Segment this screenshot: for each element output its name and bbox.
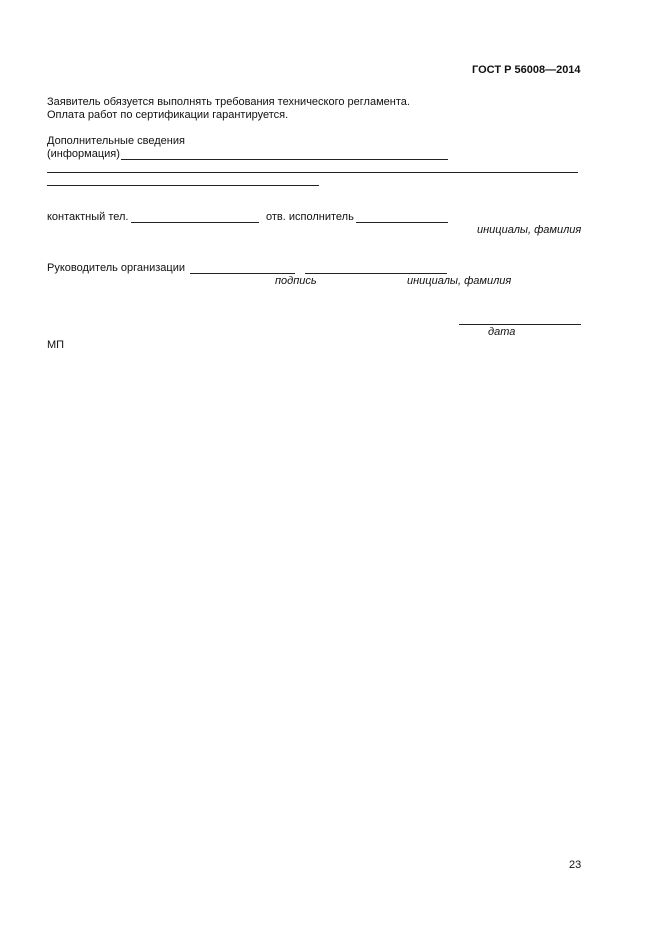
signature-caption: подпись — [275, 275, 317, 287]
contact-phone-field[interactable] — [131, 222, 259, 223]
additional-info-sublabel: (информация) — [47, 148, 120, 160]
additional-info-field-line-1[interactable] — [121, 159, 448, 160]
seal-place-label: МП — [47, 339, 65, 351]
date-field[interactable] — [459, 324, 581, 325]
initials-caption-responsible: инициалы, фамилия — [477, 224, 582, 236]
head-of-organization-label: Руководитель организации — [47, 262, 186, 274]
initials-caption-head: инициалы, фамилия — [407, 275, 512, 287]
additional-info-label: Дополнительные сведения — [47, 135, 185, 147]
responsible-person-label: отв. исполнитель — [266, 211, 354, 223]
signature-field[interactable] — [190, 273, 295, 274]
additional-info-field-line-3[interactable] — [47, 185, 319, 186]
obligation-text-line-2: Оплата работ по сертификации гарантируется. — [47, 109, 289, 121]
date-caption: дата — [488, 326, 516, 338]
responsible-person-field[interactable] — [356, 222, 448, 223]
contact-phone-label: контактный тел. — [47, 211, 129, 223]
document-standard-header: ГОСТ Р 56008—2014 — [472, 64, 581, 76]
page-number: 23 — [569, 859, 582, 871]
head-initials-field[interactable] — [305, 273, 447, 274]
obligation-text-line-1: Заявитель обязуется выполнять требования технического регламента. — [47, 96, 410, 108]
additional-info-field-line-2[interactable] — [47, 172, 578, 173]
